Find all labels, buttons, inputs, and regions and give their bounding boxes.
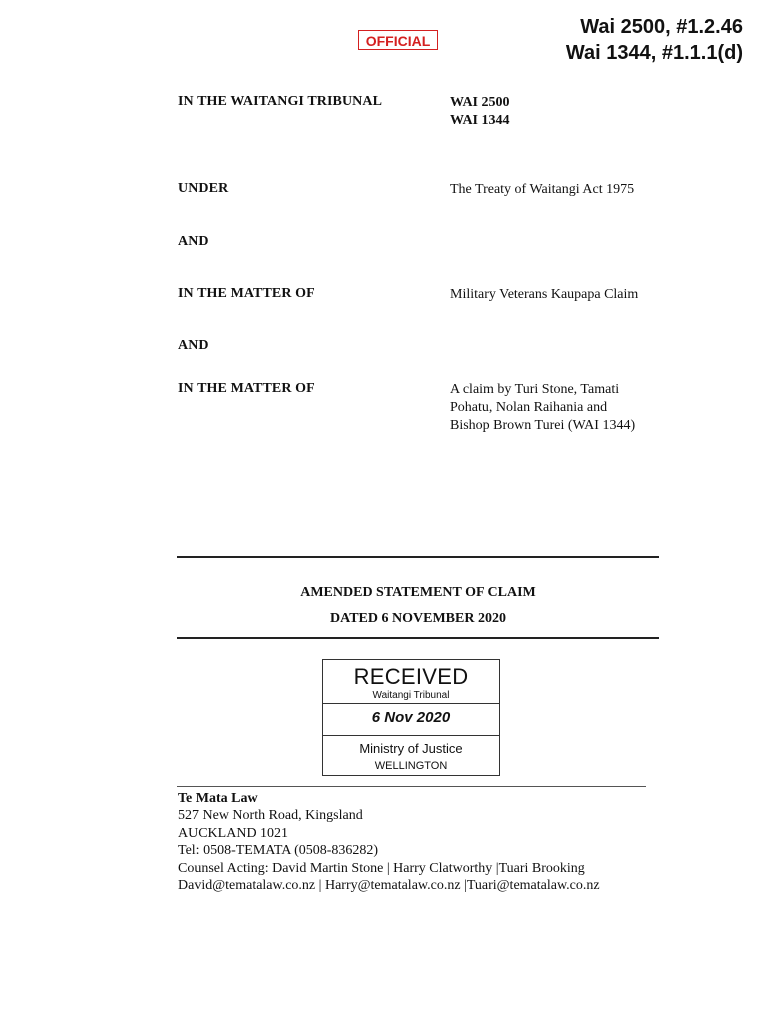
matter-label-1: IN THE MATTER OF <box>178 286 315 301</box>
counsel-block <box>178 790 600 894</box>
tribunal-numbers <box>450 94 510 130</box>
under-value: The Treaty of Waitangi Act 1975 <box>450 182 635 197</box>
stamp-tribunal: Waitangi Tribunal <box>372 690 450 701</box>
stamp-received: RECEIVED <box>353 664 469 689</box>
title-rule-bottom <box>177 637 659 639</box>
tribunal-number-wai-2500: WAI 2500 <box>450 95 510 110</box>
document-reference-wai-1344: Wai 1344, #1.1.1(d) <box>565 42 743 64</box>
matter-value-2-line: A claim by Turi Stone, Tamati <box>450 382 620 397</box>
matter-value-2 <box>450 381 635 435</box>
stamp-divider <box>323 703 499 704</box>
matter-value-1: Military Veterans Kaupapa Claim <box>450 287 639 302</box>
counsel-address-city: AUCKLAND 1021 <box>178 825 289 841</box>
counsel-phone: Tel: 0508-TEMATA (0508-836282) <box>178 843 379 859</box>
tribunal-number-wai-1344: WAI 1344 <box>450 113 510 128</box>
stamp-ministry: Ministry of Justice <box>359 741 463 756</box>
and-label-1: AND <box>178 234 209 249</box>
matter-value-2-line: Bishop Brown Turei (WAI 1344) <box>450 418 636 433</box>
counsel-emails: David@tematalaw.co.nz | Harry@tematalaw.co.nz |Tuari@tematalaw.co.nz <box>178 878 600 894</box>
official-stamp: OFFICIAL <box>358 30 438 50</box>
document-title: AMENDED STATEMENT OF CLAIM <box>300 585 536 600</box>
stamp-divider <box>323 735 499 736</box>
stamp-city: WELLINGTON <box>374 760 448 772</box>
matter-label-2: IN THE MATTER OF <box>178 381 315 396</box>
under-label: UNDER <box>178 181 229 196</box>
stamp-date: 6 Nov 2020 <box>371 709 451 726</box>
counsel-acting: Counsel Acting: David Martin Stone | Harry Clatworthy |Tuari Brooking <box>178 860 585 876</box>
counsel-rule <box>177 786 646 787</box>
and-label-2: AND <box>178 338 209 353</box>
counsel-firm: Te Mata Law <box>178 791 258 806</box>
received-stamp <box>322 659 500 776</box>
document-date: DATED 6 NOVEMBER 2020 <box>330 611 506 626</box>
counsel-address-street: 527 New North Road, Kingsland <box>178 808 363 824</box>
title-rule-top <box>177 556 659 558</box>
document-reference-wai-2500: Wai 2500, #1.2.46 <box>580 16 743 38</box>
matter-value-2-line: Pohatu, Nolan Raihania and <box>450 400 608 415</box>
tribunal-label: IN THE WAITANGI TRIBUNAL <box>178 94 383 109</box>
